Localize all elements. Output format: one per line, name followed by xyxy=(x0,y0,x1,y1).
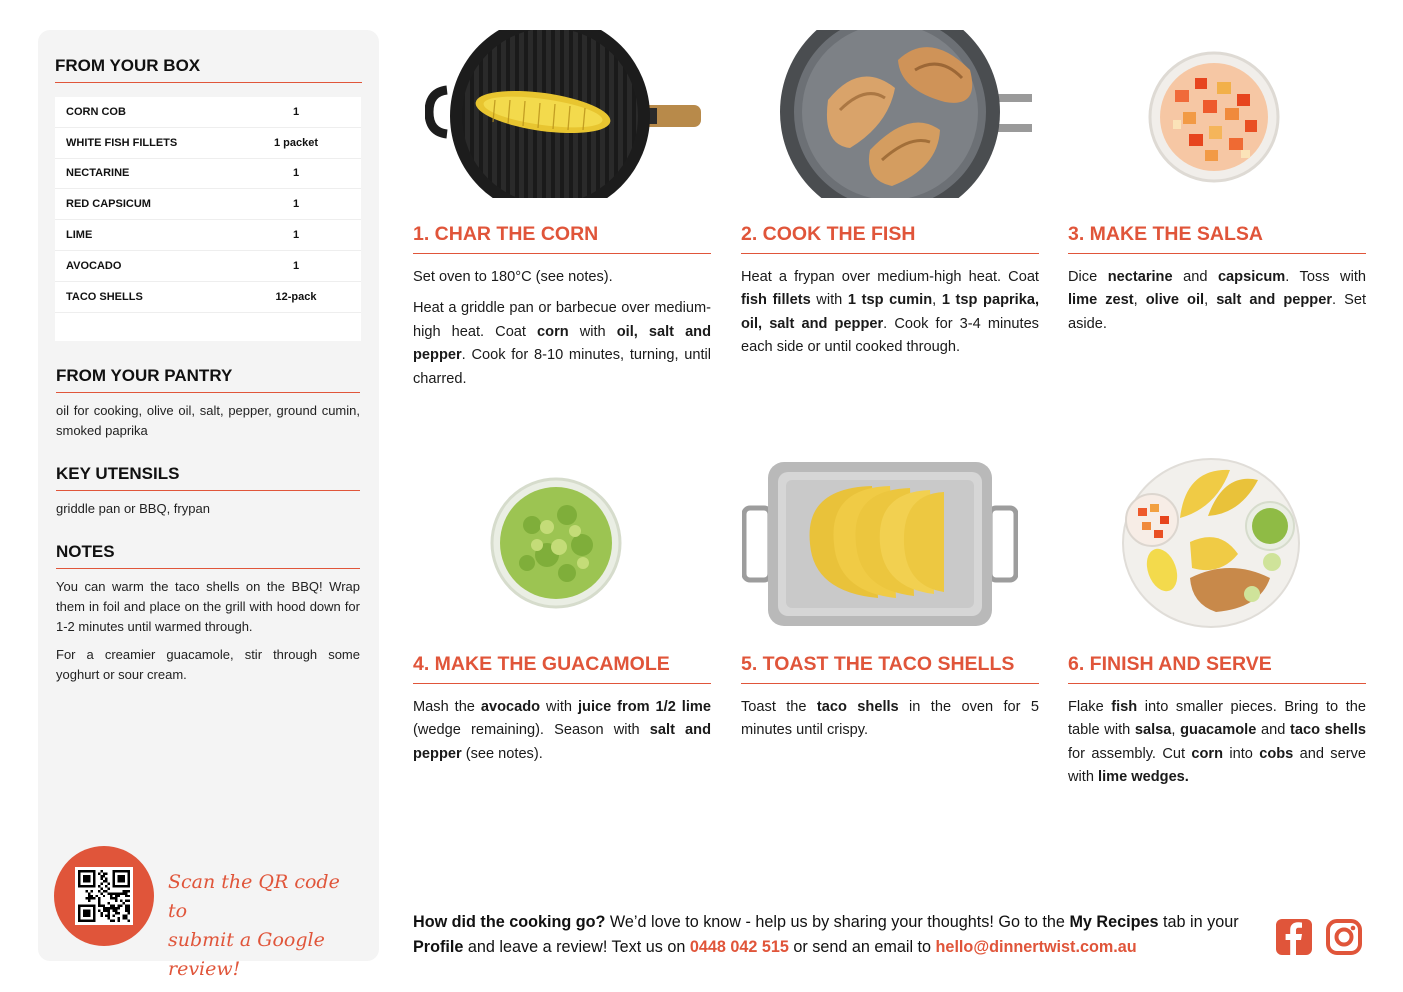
step-text: , xyxy=(1171,722,1181,739)
step-text: and xyxy=(1172,269,1218,285)
qr-caption-line: Scan the QR code to xyxy=(168,871,340,922)
box-item-name: LIME xyxy=(66,229,93,242)
step-highlight: 1 tsp paprika, oil, salt and pepper xyxy=(741,292,1040,332)
step-highlight: salt and pepper xyxy=(1216,292,1333,309)
notes-section xyxy=(56,542,360,685)
step-title: 5. TOAST THE TACO SHELLS xyxy=(741,653,1039,684)
step-paragraph xyxy=(1068,696,1366,790)
step-highlight: corn xyxy=(537,323,569,340)
utensils-section xyxy=(56,464,360,519)
step-text: into smaller pieces. Bring to the table with xyxy=(1068,699,1366,739)
step-text: into xyxy=(1223,745,1260,762)
serving-plate-icon xyxy=(1120,458,1302,628)
step-highlight: capsicum xyxy=(1217,269,1286,285)
qr-caption xyxy=(168,868,363,984)
box-item-row xyxy=(55,159,361,190)
step-paragraph xyxy=(413,297,711,391)
step-highlight: lime wedges. xyxy=(1098,769,1189,786)
box-item-name: AVOCADO xyxy=(66,259,122,272)
step-text: . Cook for 8-10 minutes, turning, until charred. xyxy=(413,347,711,387)
step-3 xyxy=(1068,223,1366,336)
taco-shells-tray-icon xyxy=(742,458,1018,630)
step-text: with xyxy=(810,292,848,309)
footer-text: tab in your xyxy=(1158,913,1239,931)
box-items-table xyxy=(55,97,361,341)
ingredients-sidebar xyxy=(38,30,379,980)
step-text: . Cook for 3-4 minutes each side or until cooked through. xyxy=(741,315,1039,356)
box-item-qty: 1 xyxy=(292,259,300,272)
footer-text: We’d love to know - help us by sharing your thoughts! Go to the xyxy=(605,913,1070,931)
feedback-footer xyxy=(413,910,1263,960)
step-title: 3. MAKE THE SALSA xyxy=(1068,223,1366,254)
footer-text: and leave a review! Text us on xyxy=(463,938,690,956)
step-text: in the oven for 5 minutes until crispy. xyxy=(741,699,1040,739)
step-body xyxy=(1068,696,1366,790)
step-highlight: fish xyxy=(1111,699,1138,715)
step-text: , xyxy=(1133,292,1146,309)
step-title: 2. COOK THE FISH xyxy=(741,223,1039,254)
step-highlight: nectarine xyxy=(1107,269,1173,285)
my-recipes-label: My Recipes xyxy=(1069,913,1159,931)
email-link[interactable]: hello@dinnertwist.com.au xyxy=(935,938,1137,956)
step-2 xyxy=(741,223,1039,360)
corn-on-griddle-icon xyxy=(425,30,703,198)
box-item-qty: 1 xyxy=(292,105,300,118)
step-paragraph xyxy=(413,696,711,766)
box-item-qty: 1 xyxy=(292,167,300,180)
box-item-name: RED CAPSICUM xyxy=(66,198,151,211)
qr-code-icon[interactable] xyxy=(75,867,133,925)
step-body xyxy=(741,696,1039,743)
box-item-qty: 1 xyxy=(292,229,300,242)
pantry-title: FROM YOUR PANTRY xyxy=(56,366,360,393)
instagram-icon[interactable] xyxy=(1325,918,1363,956)
step-text: Dice xyxy=(1068,269,1108,285)
notes-paragraph: You can warm the taco shells on the BBQ! Wrap them in foil and place on the grill with hood down for 1-2 minutes until warmed through. xyxy=(56,579,360,634)
step-text: Heat a frypan over medium-high heat. Coat xyxy=(741,269,1039,285)
step-title: 6. FINISH AND SERVE xyxy=(1068,653,1366,684)
step-text: Set oven to 180°C (see notes). xyxy=(413,269,613,285)
step-paragraph xyxy=(413,266,711,289)
box-item-name: CORN COB xyxy=(66,105,126,118)
box-item-row xyxy=(55,128,361,159)
pantry-section xyxy=(56,366,360,441)
step-highlight: salt and pepper xyxy=(413,722,711,762)
step-text: Heat a griddle pan or barbecue over medium-high heat. Coat xyxy=(413,300,711,340)
qr-caption-line: submit a Google review! xyxy=(168,929,325,980)
salsa-bowl-icon xyxy=(1145,50,1283,184)
box-item-qty: 12-pack xyxy=(275,290,317,303)
footer-text: or send an email to xyxy=(788,938,936,956)
step-highlight: fish fillets xyxy=(741,292,811,309)
facebook-icon[interactable] xyxy=(1275,918,1313,956)
step-4 xyxy=(413,653,711,766)
step-body xyxy=(413,696,711,766)
step-highlight: olive oil xyxy=(1145,292,1205,309)
step-highlight: taco shells xyxy=(1289,722,1366,739)
step-body xyxy=(741,266,1039,360)
phone-link[interactable]: 0448 042 515 xyxy=(689,938,789,956)
step-highlight: corn xyxy=(1191,745,1223,762)
step-highlight: salsa xyxy=(1134,722,1172,739)
step-text: and serve with xyxy=(1068,745,1366,786)
box-item-row xyxy=(55,282,361,313)
step-body xyxy=(413,266,711,391)
box-item-name: WHITE FISH FILLETS xyxy=(66,136,178,149)
step-text: . Set aside. xyxy=(1068,292,1367,332)
box-item-row xyxy=(55,189,361,220)
step-highlight: oil, salt and pepper xyxy=(413,323,712,364)
box-item-row xyxy=(55,97,361,128)
notes-paragraph: For a creamier guacamole, stir through some yoghurt or sour cream. xyxy=(56,647,360,682)
box-item-row xyxy=(55,251,361,282)
step-text: (see notes). xyxy=(461,745,543,762)
qr-code-badge[interactable] xyxy=(54,846,154,946)
step-paragraph xyxy=(741,696,1039,743)
notes-title: NOTES xyxy=(56,542,360,569)
step-text: , xyxy=(932,292,942,309)
guacamole-bowl-icon xyxy=(487,475,625,611)
step-highlight: cobs xyxy=(1259,745,1294,762)
step-text: and xyxy=(1256,722,1290,739)
profile-label: Profile xyxy=(413,938,464,956)
step-title: 4. MAKE THE GUACAMOLE xyxy=(413,653,711,684)
step-text: with xyxy=(540,699,578,715)
box-item-qty: 1 packet xyxy=(273,136,319,149)
step-highlight: juice from 1/2 lime xyxy=(577,699,711,715)
step-highlight: avocado xyxy=(480,699,541,715)
step-text: Toast the xyxy=(741,699,817,715)
step-title: 1. CHAR THE CORN xyxy=(413,223,711,254)
utensils-text: griddle pan or BBQ, frypan xyxy=(56,501,210,516)
step-body xyxy=(1068,266,1366,336)
step-highlight: taco shells xyxy=(816,699,899,715)
box-item-row xyxy=(55,220,361,251)
step-text: Mash the xyxy=(413,699,481,715)
step-highlight: 1 tsp cumin xyxy=(847,292,933,309)
step-text: for assembly. Cut xyxy=(1068,745,1192,762)
from-your-box-section xyxy=(55,56,362,341)
step-text: Flake xyxy=(1068,699,1112,715)
step-text: (wedge remaining). Season with xyxy=(413,722,650,739)
from-your-box-title: FROM YOUR BOX xyxy=(55,56,362,83)
step-text: with xyxy=(568,323,617,340)
pantry-text: oil for cooking, olive oil, salt, pepper, ground cumin, smoked paprika xyxy=(56,403,360,438)
box-item-qty: 1 xyxy=(292,198,300,211)
fish-in-frypan-icon xyxy=(770,30,1032,198)
step-text: . Toss with xyxy=(1285,269,1367,285)
box-item-name: TACO SHELLS xyxy=(66,290,143,303)
step-highlight: guacamole xyxy=(1180,722,1257,739)
box-item-name: NECTARINE xyxy=(66,167,130,180)
step-paragraph xyxy=(741,266,1039,360)
step-6 xyxy=(1068,653,1366,790)
step-text: , xyxy=(1204,292,1217,309)
step-highlight: lime zest xyxy=(1068,292,1134,309)
step-1 xyxy=(413,223,711,391)
step-paragraph xyxy=(1068,266,1366,336)
footer-lead: How did the cooking go? xyxy=(413,913,606,931)
step-5 xyxy=(741,653,1039,743)
utensils-title: KEY UTENSILS xyxy=(56,464,360,491)
